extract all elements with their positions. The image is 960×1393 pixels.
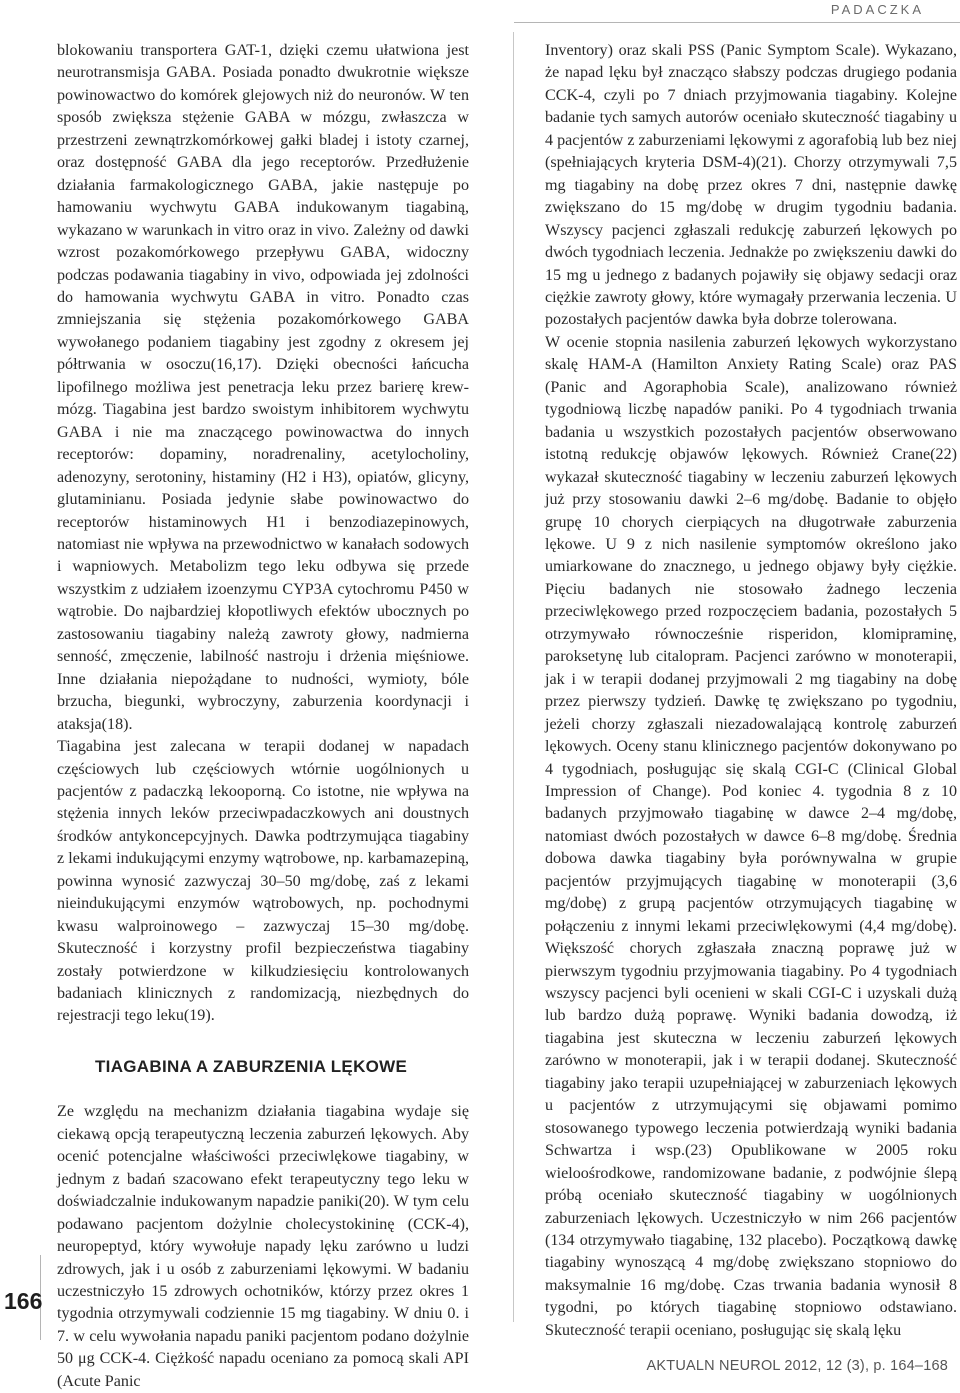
footer-citation: AKTUALN NEUROL 2012, 12 (3), p. 164–168 [646,1358,948,1374]
left-paragraph-2: Tiagabina jest zalecana w terapii dodanej w napadach częściowych lub częściowych wtórnie uogólnionych u pacjentów z padaczką lekooporną. Co istotne, nie wpływa na stężenia innych leków przeciwpadaczkowych ani doustnych środków antykoncepcyjnych. Dawka podtrzymująca tiagabiny z lekami indukującymi enzymy wątrobowe, np. karbamazepiną, powinna wynosić zazwyczaj 30–50 mg/dobę, zaś z lekami nieindukującymi enzymów wątrobowych, np. pochodnymi kwasu walproinowego – zazwyczaj 15–30 mg/dobę. Skuteczność i korzystny profil bezpieczeństwa tiagabiny zostały potwierdzone w kilkudziesięciu kontrolowanych badaniach klinicznych z randomizacją, niezbędnych do rejestracji tego leku(19). [57,738,469,1025]
section-heading: TIAGABINA A ZABURZENIA LĘKOWE [95,1056,408,1076]
right-column [545,40,957,1342]
section-header: PADACZKA [830,2,924,17]
column-divider [513,32,514,1322]
page-number: 166 [4,1288,43,1314]
left-column [57,40,469,1393]
header-rule [514,22,960,23]
right-paragraph-2: W ocenie stopnia nasilenia zaburzeń lękowych wykorzystano skalę HAM-A (Hamilton Anxiety Rating Scale) oraz PAS (Panic and Agoraphobia Scale), analizowano również tygodniową liczbę napadów paniki. Po 4 tygodniach trwania badania u wszystkich pozostałych pacjentów obserwowano istotną redukcję objawów lękowych. Również Crane(22) wykazał skuteczność tiagabiny w leczeniu zaburzeń lękowych już przy stosowaniu dawki 2–6 mg/dobę. Badanie to objęło grupę 10 chorych cierpiących na długotrwałe zaburzenia lękowe. U 9 z nich nasilenie symptomów określono jako umiarkowane do znacznego, u jednego objawy były ciężkie. Pięciu badanych nie stosowało żadnego leczenia przeciwlękowego przed rozpoczęciem badania, pozostałych 5 otrzymywało równocześnie risperidon, klomipraminę, paroksetynę lub citalopram. Pacjenci zarówno w monoterapii, jak i w terapii dodanej przyjmowali 2 mg tiagabiny na dobę przez pierwszy tydzień. Dawkę tę zwiększano po tygodniu, jeżeli chorzy zgłaszali niezadowalającą kontrolę zaburzeń lękowych. Oceny stanu klinicznego pacjentów dokonywano po 4 tygodniach, posługując się skalą CGI-C (Clinical Global Impression of Change). Pod koniec 4. tygodnia 8 z 10 badanych przyjmowało tiagabinę w dawce 2–4 mg/dobę, natomiast dwóch pozostałych w dawce 6–8 mg/dobę. Średnia dobowa dawka tiagabiny była porównywalna w grupie pacjentów przyjmujących tiagabinę w monoterapii (3,6 mg/dobę) z grupą pacjentów otrzymujących tiagabinę w połączeniu z innymi lekami przeciwlękowymi (4,4 mg/dobę). Większość chorych zgłaszała znaczną poprawę już w pierwszym tygodniu przyjmowania tiagabiny. Po 4 tygodniach wszyscy pacjenci byli ocenieni w skali CGI-C i uzyskali dużą lub bardzo dużą poprawę. Wyniki badania dowodzą, iż tiagabina jest skuteczna w leczeniu zaburzeń lękowych zarówno w monoterapii, jak i w terapii dodanej. Skuteczność tiagabiny jako terapii uzupełniającej w zaburzeniach lękowych u pacjentów z utrzymującymi się objawami pomimo stosowanego typowego leczenia potwierdzają wyniki badania Schwartza i wsp.(23) Opublikowane w 2005 roku wieloośrodkowe, randomizowane badanie, z podwójnie ślepą próbą oceniało skuteczność tiagabiny w uogólnionych zaburzeniach lękowych. Uczestniczyło w nim 266 pacjentów (134 otrzymywało tiagabinę, 132 placebo). Początkową dawkę tiagabiny wynoszącą 4 mg/dobę zwiększano stopniowo do maksymalnie 16 mg/dobę. Czas trwania badania wynosił 8 tygodni, po których tiagabinę stopniowo odstawiano. Skuteczność terapii oceniano, posługując się skalą lęku [545,333,957,1339]
left-paragraph-3: Ze względu na mechanizm działania tiagabina wydaje się ciekawą opcją terapeutyczną leczenia zaburzeń lękowych. Aby ocenić potencjalne właściwości przeciwlękowe tiagabiny, w jednym z badań szacowano efekt terapeutyczny tego leku w doświadczalnie indukowanym napadzie paniki(20). W tym celu podawano pacjentom dożylnie cholecystokininę (CCK-4), neuropeptyd, który wywołuje napady lęku zarówno u ludzi zdrowych, jak i u osób z zaburzeniami lękowymi. W badaniu uczestniczyło 15 zdrowych ochotników, którzy przez okres 1 tygodnia otrzymywali codziennie 15 mg tiagabiny. W dniu 0. i 7. w celu wywołania napadu paniki pacjentom podano dożylnie 50 μg CCK-4. Ciężkość napadu oceniano za pomocą skali API (Acute Panic [57,1103,469,1390]
left-paragraph-1: blokowaniu transportera GAT-1, dzięki czemu ułatwiona jest neurotransmisja GABA. Posiada ponadto dwukrotnie większe powinowactwo do komórek glejowych niż do neuronów. W ten sposób zwiększa stężenie GABA w mózgu, zwłaszcza w przestrzeni zewnątrzkomórkowej gałki bladej i istoty czarnej, oraz dostępność GABA dla jego receptorów. Przedłużenie działania farmakologicznego GABA, jakie następuje po hamowaniu wychwytu GABA indukowanym tiagabiną, wykazano w warunkach in vitro oraz in vivo. Zależny od dawki wzrost pozakomórkowego przepływu GABA, widoczny podczas podawania tiagabiny in vivo, odpowiada jej zdolności do hamowania wychwytu GABA in vitro. Ponadto czas zmniejszania się stężenia pozakomórkowego GABA wywołanego podaniem tiagabiny jest zgodny z okresem jej półtrwania w osoczu(16,17). Dzięki obecności łańcucha lipofilnego możliwa jest penetracja leku przez barierę krew-mózg. Tiagabina jest bardzo swoistym inhibitorem wychwytu GABA i nie ma znaczącego powinowactwa do innych receptorów: dopaminy, noradrenaliny, acetylocholiny, adenozyny, serotoniny, histaminy (H2 i H3), opiatów, glicyny, glutaminianu. Posiada jedynie słabe powinowactwo do receptorów histaminowych H1 i benzodiazepinowych, natomiast nie wpływa na przewodnictwo w kanałach sodowych i wapniowych. Metabolizm tego leku odbywa się przede wszystkim z udziałem izoenzymu CYP3A cytochromu P450 w wątrobie. Do najbardziej kłopotliwych efektów ubocznych po zastosowaniu tiagabiny należą zawroty głowy, nadmierna senność, zmęczenie, labilność nastroju i drżenia mięśniowe. Inne działania niepożądane to nudności, wymioty, bóle brzucha, biegunki, wybroczyny, zaburzenia koordynacji i ataksja(18). [57,42,469,733]
right-paragraph-1: Inventory) oraz skali PSS (Panic Symptom Scale). Wykazano, że napad lęku był znacząco słabszy podczas drugiego podania CCK-4, czyli po 7 dniach przyjmowania tiagabiny. Kolejne badanie tych samych autorów oceniało skuteczność tiagabiny u 4 pacjentów z zaburzeniami lękowymi z agorafobią lub bez niej (spełniających kryteria DSM-4)(21). Chorzy otrzymywali 7,5 mg tiagabiny na dobę przez okres 7 dni, następnie dawkę zwiększano do 15 mg/dobę w drugim tygodniu badania. Wszyscy pacjenci zgłaszali redukcję zaburzeń lękowych po dwóch tygodniach leczenia. Jednakże po zwiększeniu dawki do 15 mg u jednego z badanych pojawiły się objawy sedacji oraz ciężkie zawroty głowy, które wymagały przerwania leczenia. U pozostałych pacjentów dawka była dobrze tolerowana. [545,42,957,329]
